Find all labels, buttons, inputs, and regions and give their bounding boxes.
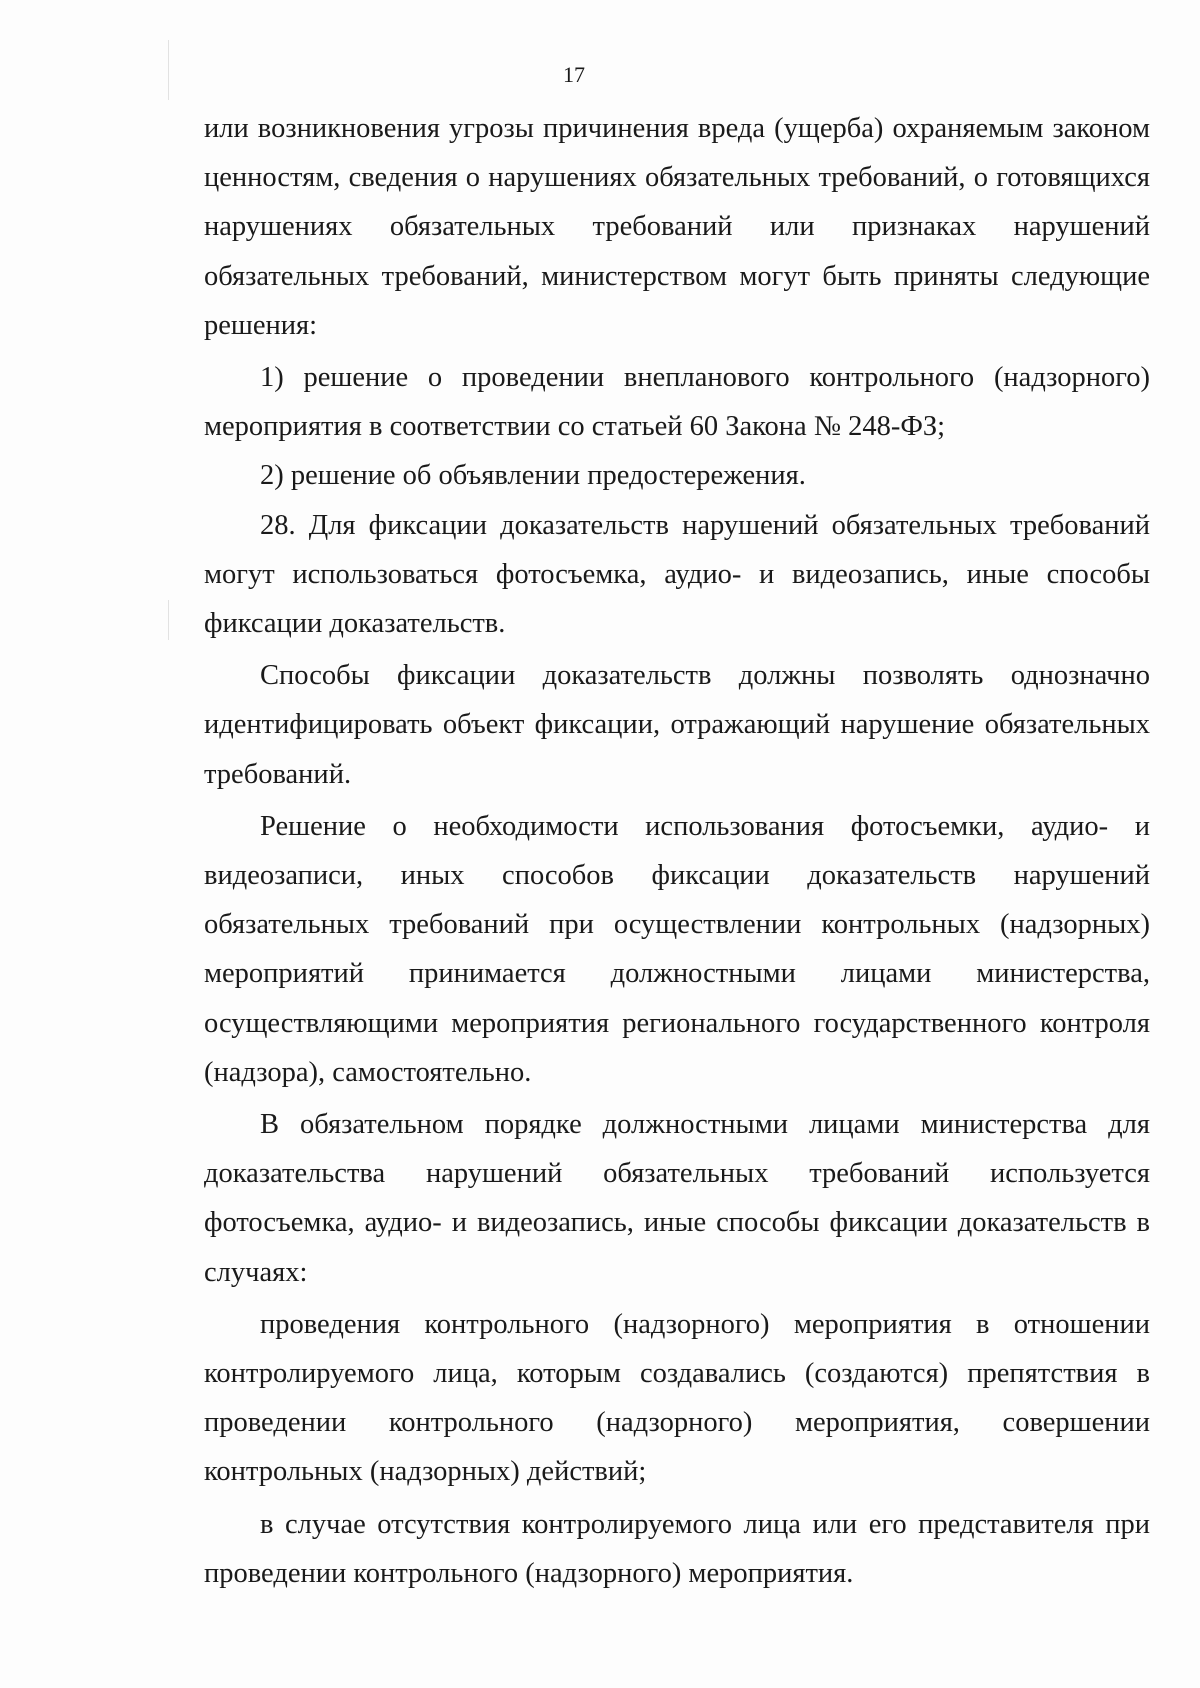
paragraph-fixation-methods: Способы фиксации доказательств должны позволять однозначно идентифицировать объект фиксации, отражающий нарушение обязательных требований. xyxy=(204,660,1150,790)
paragraph-continuation: или возникновения угрозы причинения вреда (ущерба) охраняемым законом ценностям, сведения о нарушениях обязательных требований, о готовящихся нарушениях обязательных требований или признаках нарушений обязательных требований, министерством могут быть приняты следующие решения: xyxy=(204,113,1150,341)
paragraph-case-obstruction: проведения контрольного (надзорного) мероприятия в отношении контролируемого лица, которым создавались (создаются) препятствия в проведении контрольного (надзорного) мероприятия, совершении контрольных (надзорных) действий; xyxy=(204,1308,1150,1488)
paragraph-item-28: 28. Для фиксации доказательств нарушений обязательных требований могут использоваться фотосъемка, аудио- и видеозапись, иные способы фиксации доказательств. xyxy=(204,509,1150,640)
paragraph-mandatory-recording: В обязательном порядке должностными лицами министерства для доказательства нарушений обязательных требований используется фотосъемка, аудио- и видеозапись, иные способы фиксации доказательств в случаях: xyxy=(204,1109,1150,1288)
page-number: 17 xyxy=(563,62,585,87)
document-body xyxy=(204,104,1150,1598)
paragraph-decision-on-recording: Решение о необходимости использования фотосъемки, аудио- и видеозаписи, иных способов фиксации доказательств нарушений обязательных требований при осуществлении контрольных (надзорных) мероприятий принимается должностными лицами министерства, осуществляющими мероприятия регионального государственного контроля (надзора), самостоятельно. xyxy=(204,810,1150,1088)
scan-artifact-line xyxy=(168,600,169,640)
paragraph-decision-1: 1) решение о проведении внепланового контрольного (надзорного) мероприятия в соответствии со статьей 60 Закона № 248-ФЗ; xyxy=(204,362,1150,443)
paragraph-decision-2: 2) решение об объявлении предостережения. xyxy=(260,460,806,492)
paragraph-case-absence: в случае отсутствия контролируемого лица или его представителя при проведении контрольного (надзорного) мероприятия. xyxy=(204,1508,1150,1589)
